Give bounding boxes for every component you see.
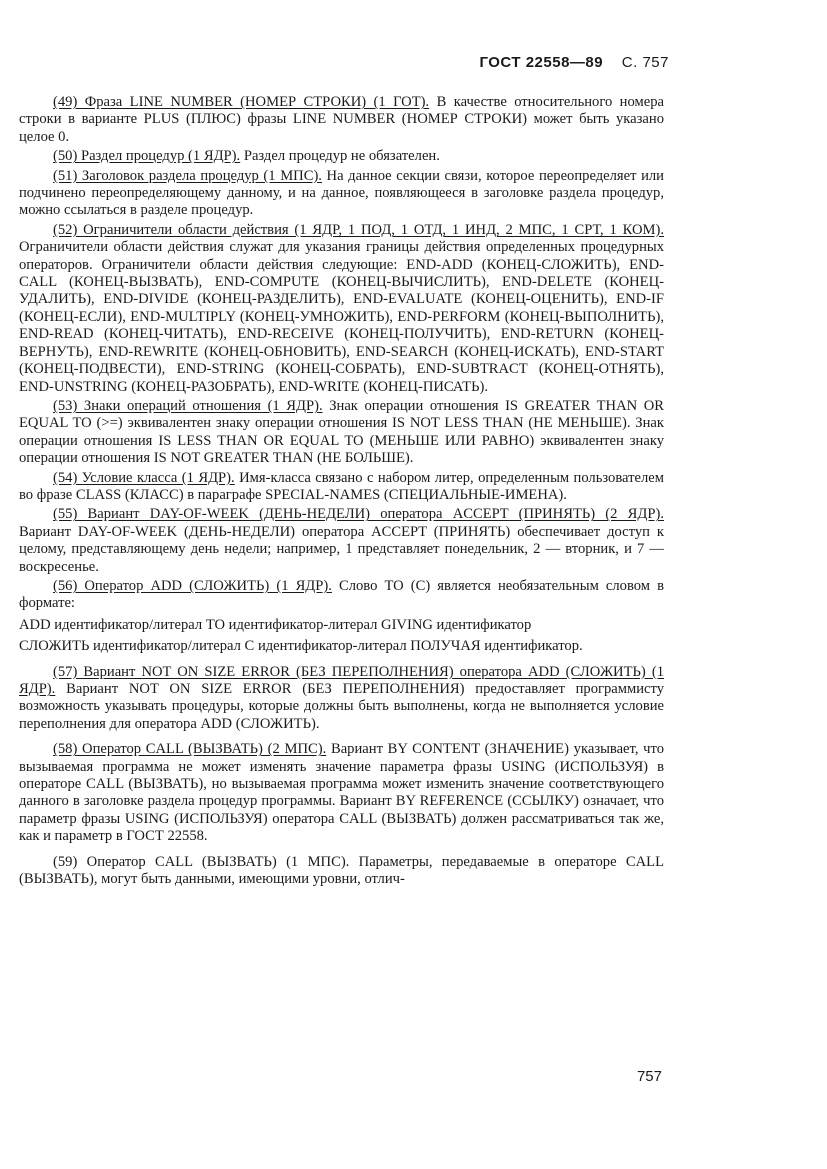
paragraph-text: Вариант BY CONTENT (ЗНАЧЕНИЕ) указывает, что вызываемая программа не может изменять значение параметра фразы USING (ИСПОЛЬЗУЯ) в операторе CALL (ВЫЗВАТЬ), но вызываемая программа может изменить значение соответствующего данного в заголовке раздела процедур программы. Вариант BY REFERENCE (ССЫЛКУ) означает, что параметр фразы USING (ИСПОЛЬЗУЯ) оператора CALL (ВЫЗВАТЬ) должен рассматриваться так же, как и параметр в ГОСТ 22558. [19, 741, 665, 845]
paragraph-heading: (54) Условие класса (1 ЯДР). [53, 469, 235, 486]
format-line-en: ADD идентификатор/литерал TO идентификатор-литерал GIVING идентификатор [19, 616, 532, 633]
paragraph-55 [19, 506, 664, 576]
paragraph-text: Ограничители области действия служат для указания границы действия определенных процедурных операторов. Ограничители области действия следующие: END-ADD (КОНЕЦ-СЛОЖИТЬ), END-CALL (КОНЕЦ-ВЫЗВАТЬ), END-COMPUTE (КОНЕЦ-ВЫЧИСЛИТЬ), END-DELETE (КОНЕЦ-УДАЛИТЬ), END-DIVIDE (КОНЕЦ-РАЗДЕЛИТЬ), END-EVALUATE (КОНЕЦ-ОЦЕНИТЬ), END-IF (КОНЕЦ-ЕСЛИ), END-MULTIPLY (КОНЕЦ-УМНОЖИТЬ), END-PERFORM (КОНЕЦ-ВЫПОЛНИТЬ), END-READ (КОНЕЦ-ЧИТАТЬ), END-RECEIVE (КОНЕЦ-ПОЛУЧИТЬ), END-RETURN (КОНЕЦ-ВЕРНУТЬ), END-REWRITE (КОНЕЦ-ОБНОВИТЬ), END-SEARCH (КОНЕЦ-ИСКАТЬ), END-START (КОНЕЦ-ПОДВЕСТИ), END-STRING (КОНЕЦ-СОБРАТЬ), END-SUBTRACT (КОНЕЦ-ОТНЯТЬ), END-UNSTRING (КОНЕЦ-РАЗОБРАТЬ), END-WRITE (КОНЕЦ-ПИСАТЬ). [19, 239, 664, 395]
paragraph-heading: (51) Заголовок раздела процедур (1 МПС). [53, 167, 322, 184]
page-header [479, 54, 669, 71]
paragraph-56 [19, 578, 664, 613]
paragraph-text: Слово TO (С) является необязательным словом в формате: [19, 577, 664, 612]
paragraph-heading: (52) Ограничители области действия (1 ЯДР, 1 ПОД, 1 ОТД, 1 ИНД, 2 МПС, 1 СРТ, 1 КОМ). [53, 221, 664, 238]
paragraph-text: В качестве относительного номера строки в варианте PLUS (ПЛЮС) фразы LINE NUMBER (НОМЕР СТРОКИ) может быть указано целое 0. [19, 94, 664, 145]
paragraph-heading: (55) Вариант DAY-OF-WEEK (ДЕНЬ-НЕДЕЛИ) оператора ACCEPT (ПРИНЯТЬ) (2 ЯДР). [53, 506, 664, 523]
paragraph-50 [19, 148, 664, 165]
paragraph-heading: (58) Оператор CALL (ВЫЗВАТЬ) (2 МПС). [53, 741, 327, 758]
format-line-ru: СЛОЖИТЬ идентификатор/литерал С идентификатор-литерал ПОЛУЧАЯ идентификатор. [19, 638, 583, 655]
standard-designation: ГОСТ 22558—89 [479, 54, 604, 71]
paragraph-heading: (57) Вариант NOT ON SIZE ERROR (БЕЗ ПЕРЕПОЛНЕНИЯ) оператора ADD (СЛОЖИТЬ) (1 ЯДР). [19, 663, 664, 697]
paragraph-text: Вариант NOT ON SIZE ERROR (БЕЗ ПЕРЕПОЛНЕНИЯ) предоставляет программисту возможность указывать процедуры, которые должны быть выполнены, когда не выполняется условие переполнения для оператора ADD (СЛОЖИТЬ). [19, 681, 664, 732]
paragraph-49 [19, 94, 664, 146]
paragraph-text: Параметры, передаваемые в операторе CALL (ВЫЗВАТЬ), могут быть данными, имеющими уровни, отлич- [19, 853, 664, 888]
paragraph-51 [19, 168, 664, 220]
paragraph-heading: (56) Оператор ADD (СЛОЖИТЬ) (1 ЯДР). [53, 577, 332, 594]
paragraph-text: Имя-класса связано с набором литер, определенным пользователем во фразе CLASS (КЛАСС) в параграфе SPECIAL-NAMES (СПЕЦИАЛЬНЫЕ-ИМЕНА). [19, 469, 664, 503]
paragraph-text: Раздел процедур не обязателен. [240, 148, 440, 165]
paragraph-heading: (49) Фраза LINE NUMBER (НОМЕР СТРОКИ) (1 ГОТ). [53, 94, 430, 110]
paragraph-57 [19, 664, 664, 734]
paragraph-text: Вариант DAY-OF-WEEK (ДЕНЬ-НЕДЕЛИ) оператора ACCEPT (ПРИНЯТЬ) обеспечивает доступ к целому, представляющему день недели; например, 1 представляет понедельник, 2 — вторник, и 7 — воскресенье. [19, 523, 664, 575]
page-number: 757 [636, 1068, 662, 1085]
paragraph-52 [19, 222, 664, 396]
paragraph-54 [19, 470, 664, 505]
paragraph-heading: (59) Оператор CALL (ВЫЗВАТЬ) (1 МПС). [53, 853, 350, 870]
page-reference: С. 757 [621, 54, 669, 71]
paragraph-53 [19, 398, 664, 468]
paragraph-text: На данное секции связи, которое переопределяет или подчинено переопределяющему данному, и на данное, появляющееся в заголовке раздела процедур, можно ссылаться в разделе процедур. [19, 167, 664, 219]
paragraph-58 [19, 741, 664, 845]
document-body [19, 94, 664, 890]
paragraph-text: Знак операции отношения IS GREATER THAN OR EQUAL TO (>=) эквивалентен знаку операции отношения IS NOT LESS THAN (НЕ МЕНЬШЕ). Знак операции отношения IS LESS THAN OR EQUAL TO (МЕНЬШЕ ИЛИ РАВНО) эквивалентен знаку операции отношения IS NOT GREATER THAN (НЕ БОЛЬШЕ). [19, 397, 665, 467]
paragraph-heading: (53) Знаки операций отношения (1 ЯДР). [53, 397, 323, 414]
paragraph-59 [19, 854, 664, 889]
paragraph-heading: (50) Раздел процедур (1 ЯДР). [53, 148, 241, 165]
